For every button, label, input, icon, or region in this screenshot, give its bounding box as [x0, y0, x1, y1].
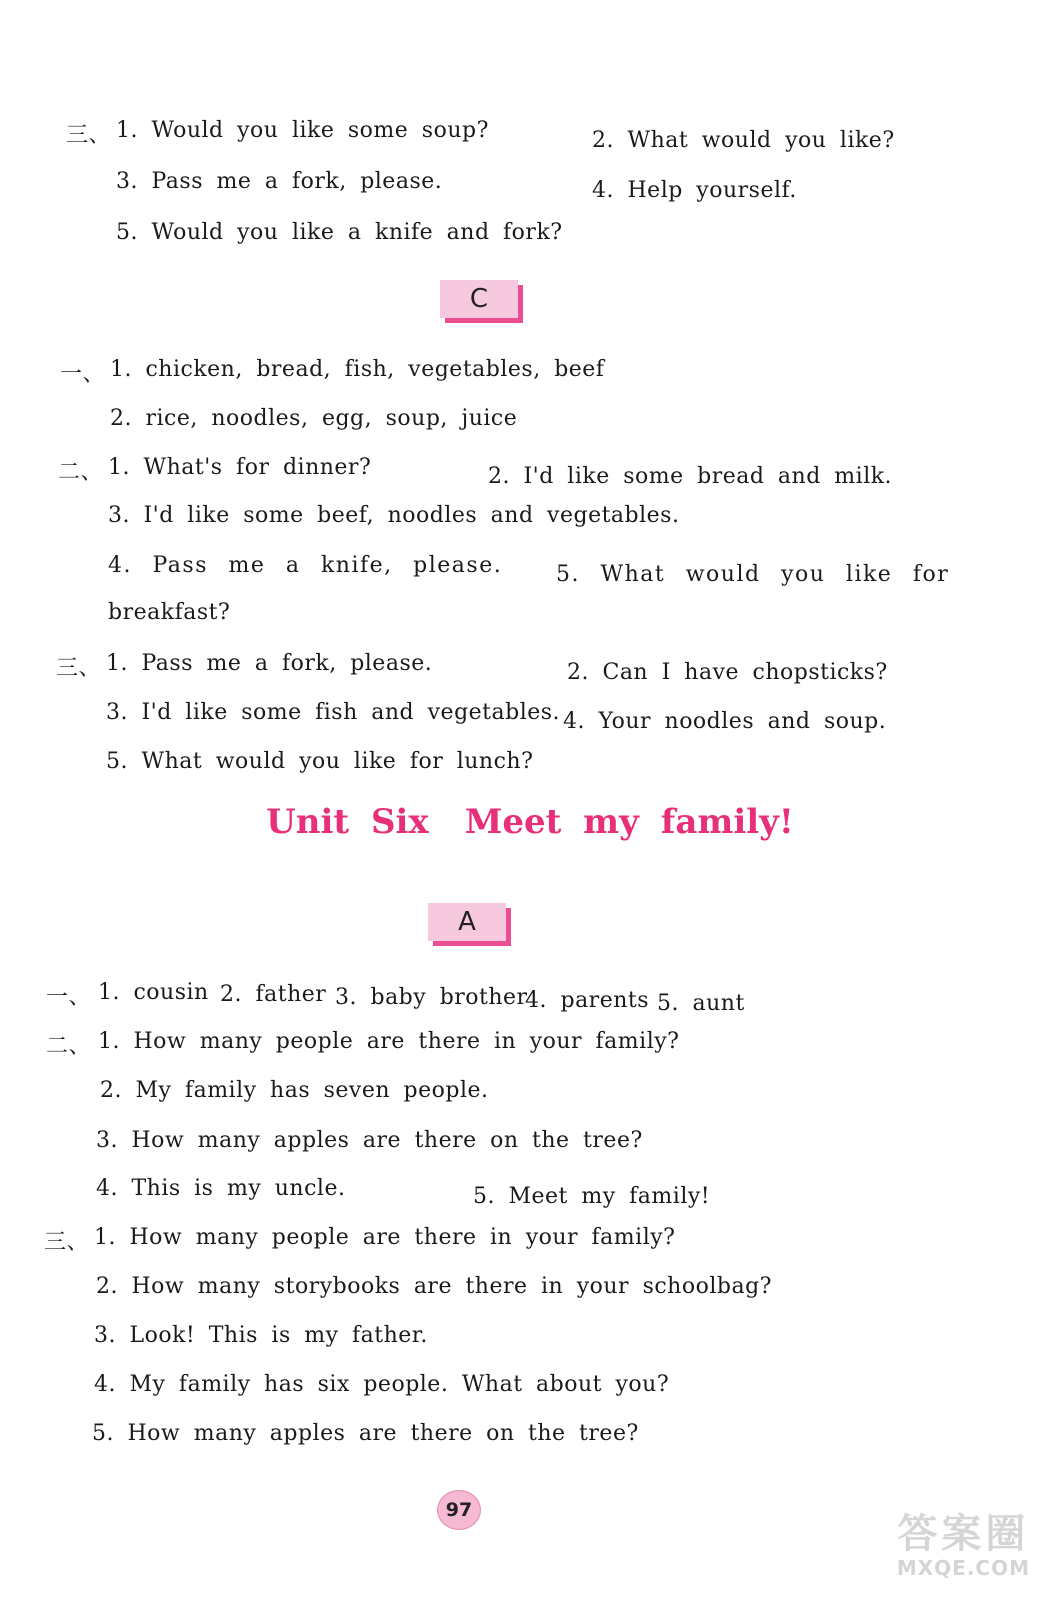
section-marker: 三、	[56, 656, 102, 681]
answer-item: 5. What would you like for lunch?	[106, 749, 534, 774]
answer-item: 5. aunt	[657, 991, 745, 1016]
unit-heading: Meet my family!	[464, 802, 794, 842]
section-marker: 二、	[58, 460, 104, 485]
answer-item: 2. My family has seven people.	[100, 1078, 489, 1103]
answer-item: 1. How many people are there in your family?	[94, 1225, 676, 1250]
answer-item: 3. Pass me a fork, please.	[116, 169, 443, 194]
answer-item: 3. How many apples are there on the tree?	[96, 1128, 643, 1153]
answer-item: 4. parents	[525, 988, 650, 1013]
answer-item: 3. I'd like some beef, noodles and vegetables.	[108, 503, 680, 528]
answer-item: 1. How many people are there in your family?	[98, 1029, 680, 1054]
watermark-url: MXQE.COM	[896, 1556, 1030, 1580]
answer-item: 2. I'd like some bread and milk.	[488, 464, 893, 489]
answer-item: 3. Look! This is my father.	[94, 1323, 428, 1348]
answer-item: 1. chicken, bread, fish, vegetables, beef	[110, 357, 605, 382]
section-marker: 三、	[44, 1230, 90, 1255]
answer-item: 1. What's for dinner?	[108, 455, 372, 480]
section-marker: 三、	[66, 123, 112, 148]
answer-item: 1. cousin	[98, 980, 209, 1005]
section-marker: 一、	[60, 362, 106, 387]
answer-item: 5. Meet my family!	[473, 1184, 711, 1209]
answer-item: 2. Can I have chopsticks?	[567, 660, 888, 685]
unit-name: Unit Six	[266, 802, 429, 842]
answer-item: 4. Your noodles and soup.	[563, 709, 887, 734]
answer-item: 1. Would you like some soup?	[116, 118, 489, 143]
watermark	[897, 1512, 1030, 1580]
answer-item: 3. baby brother	[335, 985, 528, 1010]
answer-item: 4. My family has six people. What about you?	[94, 1372, 670, 1397]
watermark-logo: 答案圈	[897, 1511, 1030, 1557]
answer-item: 5. How many apples are there on the tree?	[92, 1421, 639, 1446]
answer-item: 1. Pass me a fork, please.	[106, 651, 433, 676]
answer-item-continued: breakfast?	[108, 600, 231, 625]
answer-item: 4. Pass me a knife, please.	[108, 553, 503, 578]
section-marker: 二、	[46, 1034, 92, 1059]
page-number: 97	[437, 1490, 481, 1530]
answer-item: 4. This is my uncle.	[96, 1176, 346, 1201]
answer-item: 2. rice, noodles, egg, soup, juice	[110, 406, 518, 431]
unit-title	[0, 802, 1060, 842]
section-marker: 一、	[46, 985, 92, 1010]
answer-item: 4. Help yourself.	[592, 178, 797, 203]
answer-item: 3. I'd like some fish and vegetables.	[106, 700, 561, 725]
answer-item: 2. What would you like?	[592, 128, 895, 153]
section-badge-a: A	[428, 903, 506, 941]
section-badge-c: C	[440, 280, 518, 318]
answer-item: 5. What would you like for	[556, 562, 950, 587]
answer-item: 2. How many storybooks are there in your schoolbag?	[96, 1274, 772, 1299]
answer-item: 5. Would you like a knife and fork?	[116, 220, 563, 245]
answer-item: 2. father	[220, 982, 327, 1007]
